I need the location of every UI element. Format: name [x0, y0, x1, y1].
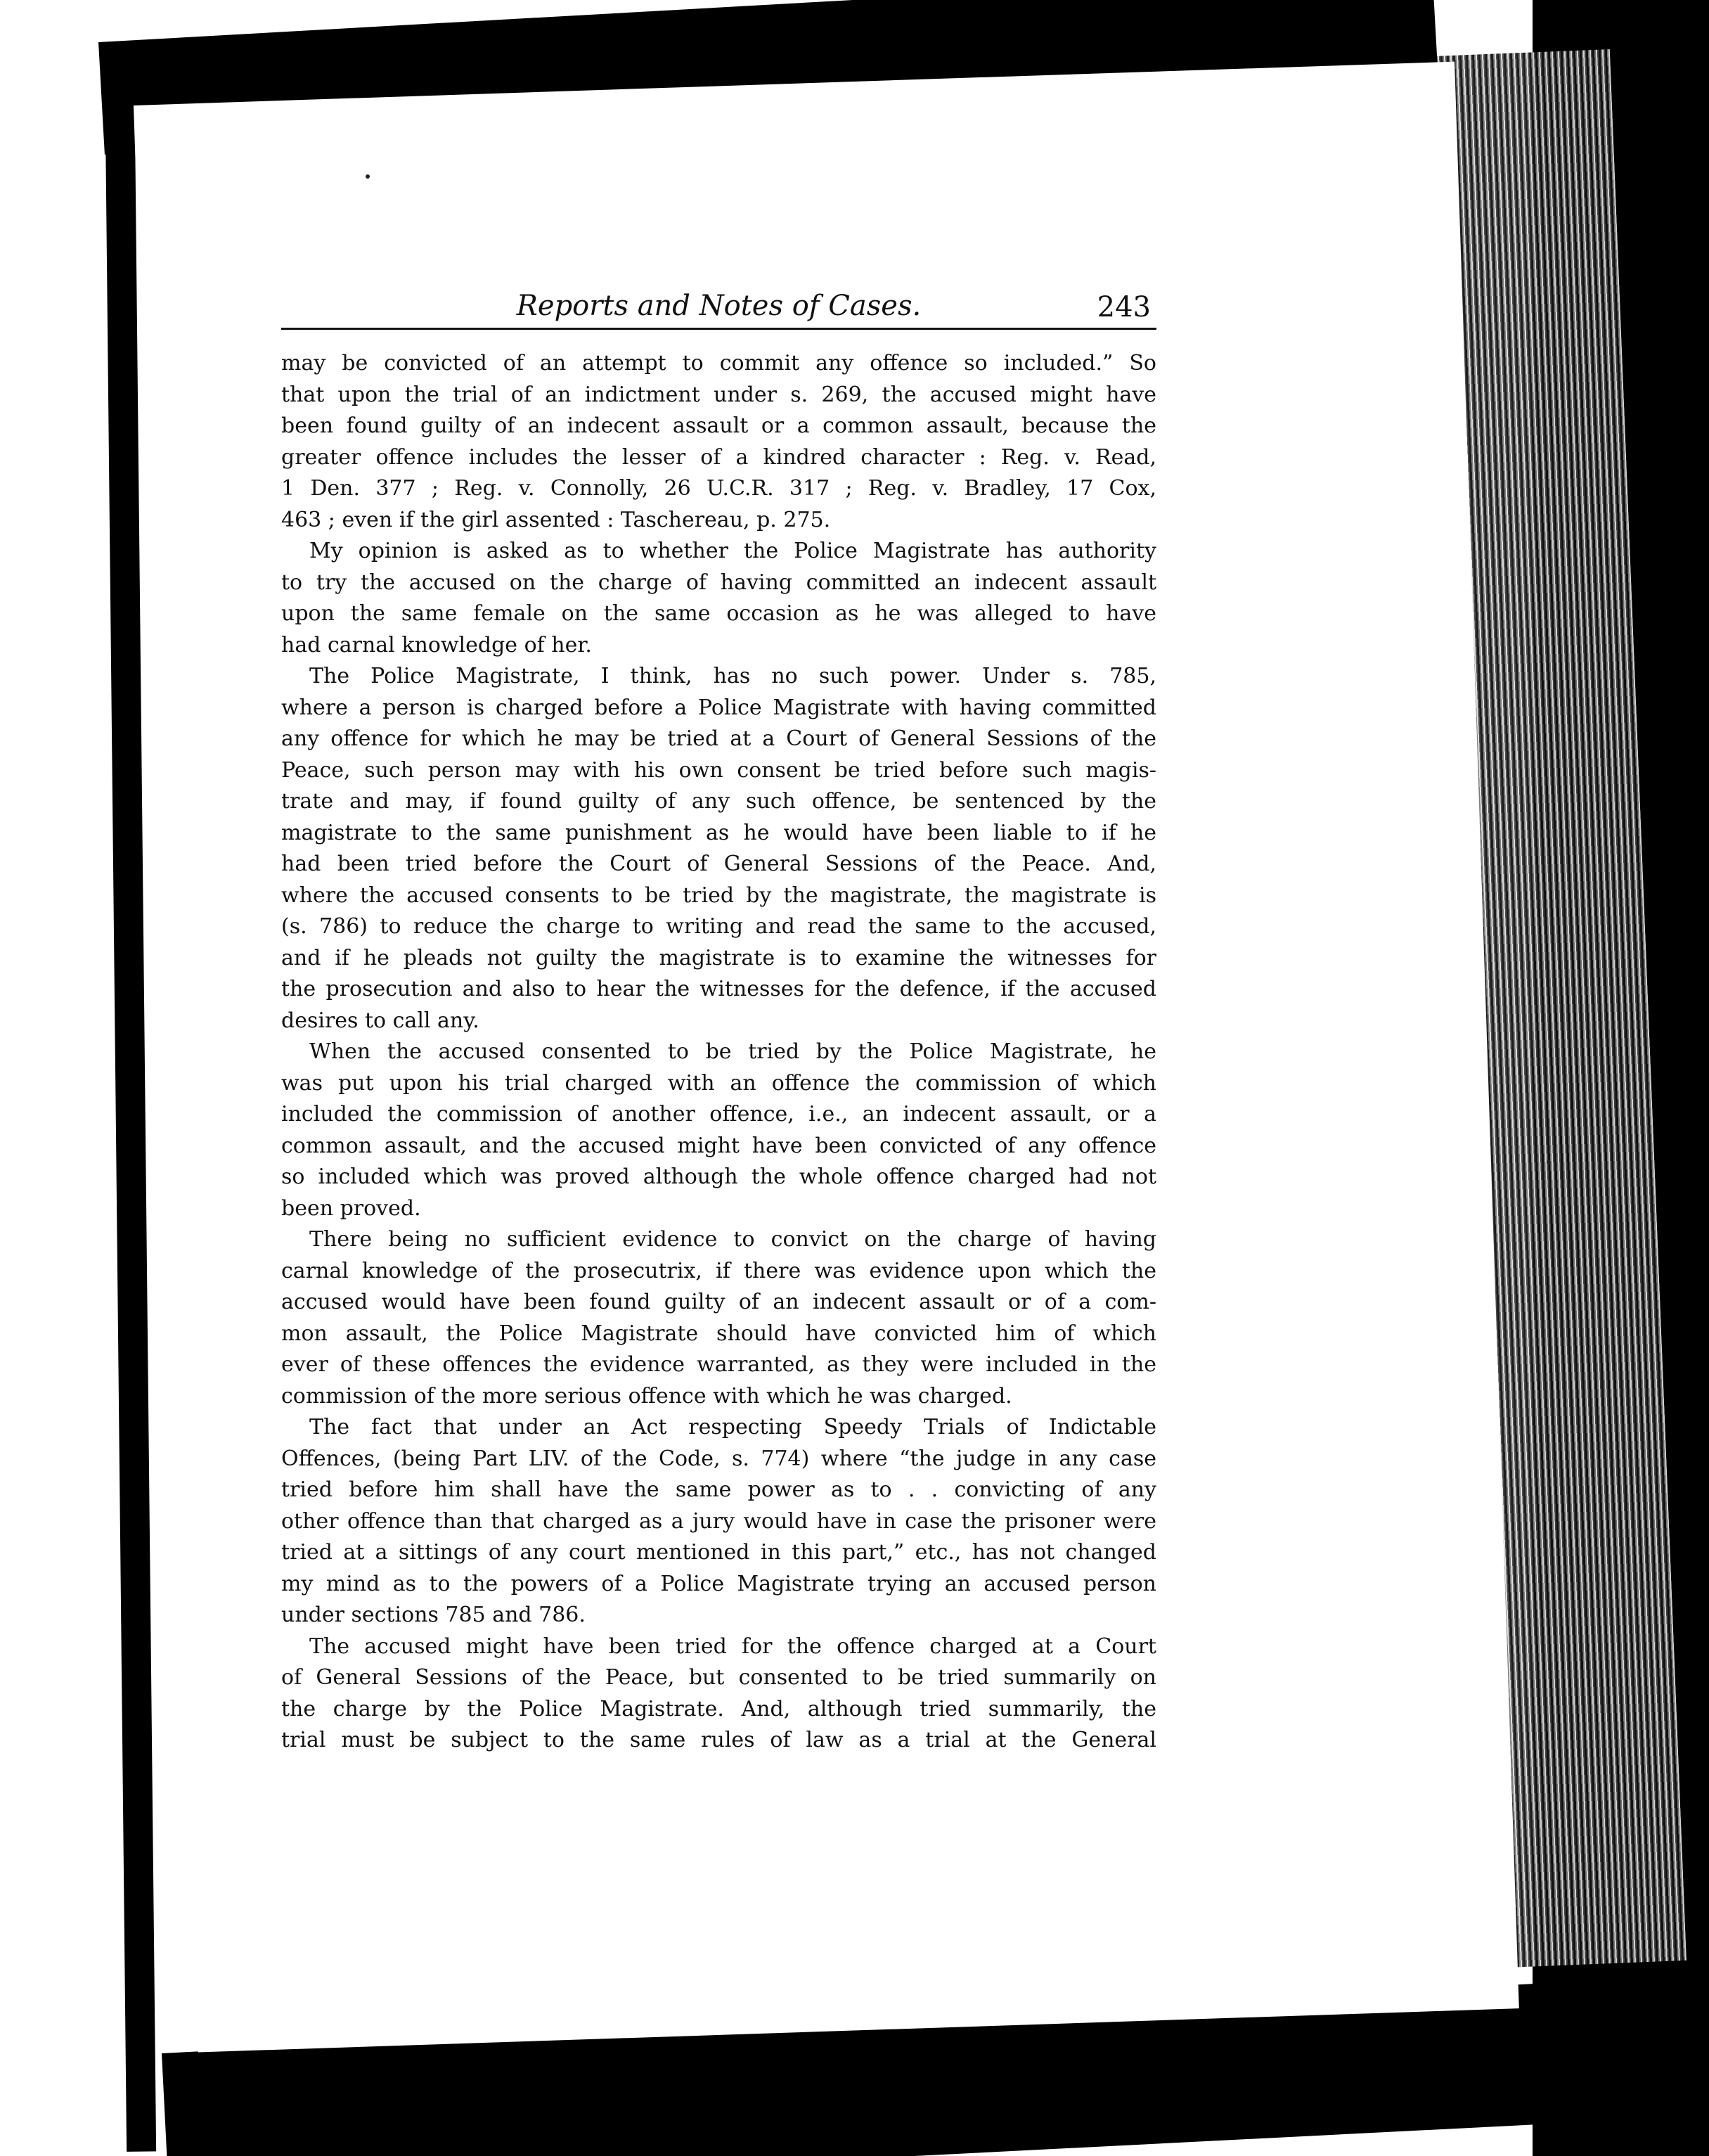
text-line: been found guilty of an indecent assault or a common assault, because the — [281, 413, 1156, 438]
text-line: upon the same female on the same occasion as he was alleged to have — [281, 601, 1156, 626]
text-line: There being no sufficient evidence to convict on the charge of having — [309, 1227, 1156, 1252]
text-line: 463 ; even if the girl assented : Taschereau, p. 275. — [281, 507, 831, 532]
text-line: ever of these offences the evidence warranted, as they were included in the — [281, 1352, 1156, 1377]
paragraph — [281, 661, 1156, 1037]
running-title: Reports and Notes of Cases. — [516, 290, 922, 322]
text-line: other offence than that charged as a jury would have in case the prisoner were — [281, 1508, 1156, 1534]
text-line: was put upon his trial charged with an offence the commission of which — [281, 1070, 1156, 1096]
running-head — [281, 288, 1156, 330]
text-line: the charge by the Police Magistrate. And, although tried summarily, the — [281, 1696, 1156, 1721]
text-line: tried at a sittings of any court mentioned in this part,” etc., has not changed — [281, 1540, 1156, 1565]
text-line: tried before him shall have the same power as to . . convicting of any — [281, 1477, 1156, 1502]
text-line: My opinion is asked as to whether the Police Magistrate has authority — [309, 539, 1156, 563]
text-line: magistrate to the same punishment as he would have been liable to if he — [281, 820, 1156, 845]
text-line: may be convicted of an attempt to commit any offence so included.” So — [281, 351, 1156, 376]
text-line: been proved. — [281, 1195, 421, 1221]
text-line: the prosecution and also to hear the witnesses for the defence, if the accused — [281, 977, 1156, 1001]
text-line: carnal knowledge of the prosecutrix, if there was evidence upon which the — [281, 1258, 1156, 1283]
text-line: that upon the trial of an indictment under s. 269, the accused might have — [281, 382, 1156, 407]
text-line: included the commission of another offence, i.e., an indecent assault, or a — [281, 1102, 1156, 1127]
paragraph — [281, 536, 1156, 661]
paragraph — [281, 348, 1156, 536]
scan-speck — [1547, 1160, 1551, 1164]
page-number: 243 — [1097, 291, 1151, 323]
text-line: had been tried before the Court of General Sessions of the Peace. And, — [281, 852, 1156, 876]
text-line: accused would have been found guilty of an indecent assault or of a com- — [281, 1290, 1156, 1314]
text-line: The accused might have been tried for the offence charged at a Court — [309, 1634, 1156, 1659]
text-line: greater offence includes the lesser of a kindred character : Reg. v. Read, — [281, 444, 1156, 470]
text-line: The Police Magistrate, I think, has no such power. Under s. 785, — [309, 664, 1156, 688]
text-line: to try the accused on the charge of having committed an indecent assault — [281, 570, 1156, 595]
paragraph — [281, 1037, 1156, 1224]
text-line: When the accused consented to be tried by the Police Magistrate, he — [309, 1039, 1156, 1064]
page-content — [281, 288, 1156, 1757]
text-line: (s. 786) to reduce the charge to writing and read the same to the accused, — [281, 914, 1156, 939]
text-line: mon assault, the Police Magistrate should have convicted him of which — [281, 1321, 1156, 1346]
text-line: common assault, and the accused might have been convicted of any offence — [281, 1133, 1156, 1158]
paragraph — [281, 1631, 1156, 1757]
text-line: Offences, (being Part LIV. of the Code, s. 774) where “the judge in any case — [281, 1446, 1156, 1471]
text-line: of General Sessions of the Peace, but consented to be tried summarily on — [281, 1665, 1156, 1690]
text-line: where a person is charged before a Police Magistrate with having committed — [281, 695, 1156, 720]
text-line: my mind as to the powers of a Police Magistrate trying an accused person — [281, 1571, 1156, 1596]
text-line: and if he pleads not guilty the magistrate is to examine the witnesses for — [281, 945, 1156, 970]
text-line: trial must be subject to the same rules of law as a trial at the General — [281, 1728, 1156, 1752]
text-line: 1 Den. 377 ; Reg. v. Connolly, 26 U.C.R. 317 ; Reg. v. Bradley, 17 Cox, — [281, 476, 1156, 501]
text-line: The fact that under an Act respecting Speedy Trials of Indictable — [309, 1415, 1156, 1439]
body-text — [281, 348, 1156, 1757]
text-line: had carnal knowledge of her. — [281, 632, 592, 657]
text-line: under sections 785 and 786. — [281, 1603, 586, 1627]
scan-speck — [366, 174, 370, 179]
text-line: Peace, such person may with his own consent be tried before such magis- — [281, 757, 1156, 783]
text-line: desires to call any. — [281, 1008, 479, 1033]
paragraph — [281, 1412, 1156, 1631]
text-line: where the accused consents to be tried by the magistrate, the magistrate is — [281, 883, 1156, 908]
paragraph — [281, 1224, 1156, 1412]
text-line: commission of the more serious offence with which he was charged. — [281, 1383, 1012, 1409]
text-line: so included which was proved although the whole offence charged had not — [281, 1164, 1156, 1189]
text-line: any offence for which he may be tried at a Court of General Sessions of the — [281, 726, 1156, 751]
text-line: trate and may, if found guilty of any such offence, be sentenced by the — [281, 789, 1156, 814]
